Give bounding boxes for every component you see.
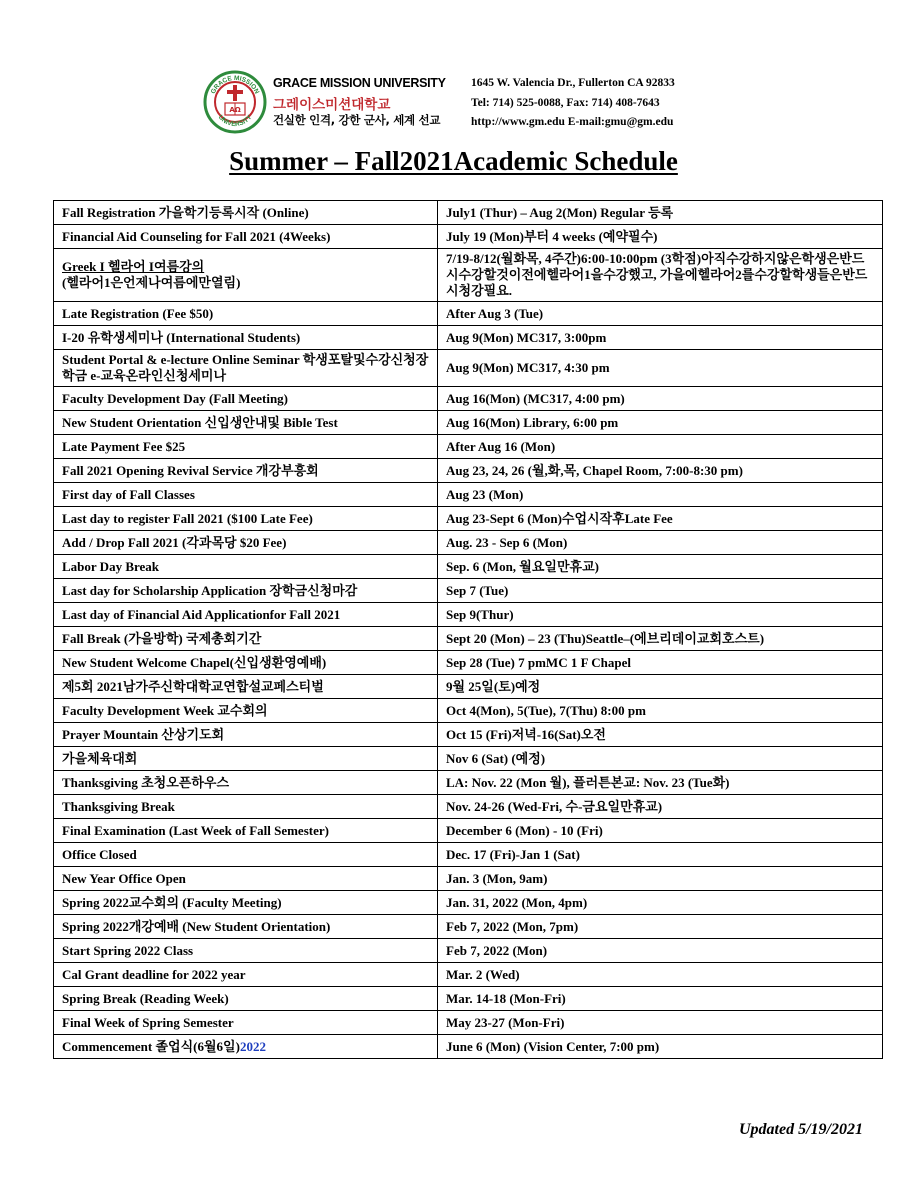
- date-cell: Sep 9(Thur): [438, 603, 883, 627]
- date-cell: Oct 15 (Fri)저녁-16(Sat)오전: [438, 723, 883, 747]
- address: 1645 W. Valencia Dr., Fullerton CA 92833: [471, 77, 675, 89]
- table-row: [54, 819, 883, 843]
- table-row: [54, 891, 883, 915]
- date-cell: Dec. 17 (Fri)-Jan 1 (Sat): [438, 843, 883, 867]
- date-cell: Jan. 31, 2022 (Mon, 4pm): [438, 891, 883, 915]
- date-cell: Aug. 23 - Sep 6 (Mon): [438, 531, 883, 555]
- event-cell: Faculty Development Day (Fall Meeting): [54, 387, 438, 411]
- event-cell: 가을체육대회: [54, 747, 438, 771]
- table-row: [54, 350, 883, 387]
- event-cell: Start Spring 2022 Class: [54, 939, 438, 963]
- table-row: [54, 699, 883, 723]
- table-row: [54, 627, 883, 651]
- table-row: [54, 249, 883, 302]
- table-row: [54, 987, 883, 1011]
- event-cell: 제5회 2021남가주신학대학교연합설교페스티벌: [54, 675, 438, 699]
- table-row: [54, 326, 883, 350]
- date-cell: Aug 9(Mon) MC317, 4:30 pm: [438, 350, 883, 387]
- date-cell: Sep 7 (Tue): [438, 579, 883, 603]
- date-cell: Aug 23 (Mon): [438, 483, 883, 507]
- contact-block: [471, 74, 675, 133]
- event-title: Commencement 졸업식(6월6일): [62, 1038, 240, 1054]
- table-row: [54, 555, 883, 579]
- event-cell: [54, 249, 438, 302]
- table-row: [54, 201, 883, 225]
- university-name-en: GRACE MISSION UNIVERSITY: [273, 76, 446, 90]
- event-cell: Late Registration (Fee $50): [54, 302, 438, 326]
- date-cell: December 6 (Mon) - 10 (Fri): [438, 819, 883, 843]
- table-row: [54, 459, 883, 483]
- table-row: [54, 723, 883, 747]
- table-row: [54, 963, 883, 987]
- event-cell: Late Payment Fee $25: [54, 435, 438, 459]
- event-cell: I-20 유학생세미나 (International Students): [54, 326, 438, 350]
- event-cell: Labor Day Break: [54, 555, 438, 579]
- table-row: [54, 579, 883, 603]
- event-cell: Spring 2022교수회의 (Faculty Meeting): [54, 891, 438, 915]
- event-cell: Add / Drop Fall 2021 (각과목당 $20 Fee): [54, 531, 438, 555]
- event-cell: Student Portal & e-lecture Online Seminar 학생포탈및수강신청장학금 e-교육온라인신청세미나: [54, 350, 438, 387]
- event-cell: Thanksgiving 초청오픈하우스: [54, 771, 438, 795]
- date-cell: June 6 (Mon) (Vision Center, 7:00 pm): [438, 1035, 883, 1059]
- event-cell: Last day to register Fall 2021 ($100 Late Fee): [54, 507, 438, 531]
- event-cell: New Year Office Open: [54, 867, 438, 891]
- event-note: (헬라어1은언제나여름에만열림): [62, 275, 241, 290]
- date-cell: Feb 7, 2022 (Mon, 7pm): [438, 915, 883, 939]
- updated-date: Updated 5/19/2021: [739, 1121, 863, 1138]
- date-cell: Sep. 6 (Mon, 월요일만휴교): [438, 555, 883, 579]
- date-cell: Oct 4(Mon), 5(Tue), 7(Thu) 8:00 pm: [438, 699, 883, 723]
- university-seal-icon: [203, 70, 267, 134]
- page-title: Summer – Fall2021Academic Schedule: [229, 146, 678, 176]
- event-cell: Spring 2022개강예배 (New Student Orientation): [54, 915, 438, 939]
- event-cell: New Student Welcome Chapel(신입생환영예배): [54, 651, 438, 675]
- table-row: [54, 435, 883, 459]
- date-cell: Aug 9(Mon) MC317, 3:00pm: [438, 326, 883, 350]
- date-cell: Sept 20 (Mon) – 23 (Thu)Seattle–(에브리데이교회호스트): [438, 627, 883, 651]
- date-cell: Sep 28 (Tue) 7 pmMC 1 F Chapel: [438, 651, 883, 675]
- date-cell: Nov 6 (Sat) (예정): [438, 747, 883, 771]
- date-cell: LA: Nov. 22 (Mon 월), 플러튼본교: Nov. 23 (Tue화): [438, 771, 883, 795]
- date-cell: After Aug 16 (Mon): [438, 435, 883, 459]
- date-cell: 7/19-8/12(월화목, 4주간)6:00-10:00pm (3학점)아직수강하지않은학생은반드시수강할것이전에헬라어1을수강했고, 가을에헬라어2를수강할학생들은반드시청강필요.: [438, 249, 883, 302]
- seal-letters: AΩ: [229, 106, 241, 114]
- event-cell: Fall 2021 Opening Revival Service 개강부흥회: [54, 459, 438, 483]
- table-row: [54, 843, 883, 867]
- event-cell: Final Examination (Last Week of Fall Semester): [54, 819, 438, 843]
- phone-fax: Tel: 714) 525-0088, Fax: 714) 408-7643: [471, 96, 660, 109]
- table-row: [54, 387, 883, 411]
- table-row: [54, 771, 883, 795]
- event-cell: New Student Orientation 신입생안내및 Bible Test: [54, 411, 438, 435]
- event-cell: Prayer Mountain 산상기도회: [54, 723, 438, 747]
- schedule-table: [53, 200, 883, 1059]
- event-cell: Thanksgiving Break: [54, 795, 438, 819]
- event-cell: Financial Aid Counseling for Fall 2021 (4Weeks): [54, 225, 438, 249]
- table-row: [54, 225, 883, 249]
- university-name-ko: 그레이스미션대학교: [273, 97, 391, 113]
- table-row: [54, 915, 883, 939]
- event-cell: Faculty Development Week 교수회의: [54, 699, 438, 723]
- letterhead: [203, 70, 723, 134]
- event-cell: Final Week of Spring Semester: [54, 1011, 438, 1035]
- table-row: [54, 795, 883, 819]
- event-title: Greek I 헬라어 I여름강의: [62, 259, 205, 274]
- date-cell: Nov. 24-26 (Wed-Fri, 수-금요일만휴교): [438, 795, 883, 819]
- date-cell: July 19 (Mon)부터 4 weeks (예약필수): [438, 225, 883, 249]
- event-year: 2022: [239, 1038, 266, 1054]
- table-row: [54, 675, 883, 699]
- date-cell: July1 (Thur) – Aug 2(Mon) Regular 등록: [438, 201, 883, 225]
- date-cell: Aug 16(Mon) Library, 6:00 pm: [438, 411, 883, 435]
- table-row: [54, 651, 883, 675]
- university-motto: 건실한 인격, 강한 군사, 세계 선교: [273, 113, 441, 127]
- event-cell: Last day of Financial Aid Applicationfor Fall 2021: [54, 603, 438, 627]
- table-row: [54, 483, 883, 507]
- event-cell: Fall Break (가을방학) 국제총회기간: [54, 627, 438, 651]
- date-cell: Aug 16(Mon) (MC317, 4:00 pm): [438, 387, 883, 411]
- event-cell: [54, 1035, 438, 1059]
- date-cell: 9월 25일(토)예정: [438, 675, 883, 699]
- table-row: [54, 507, 883, 531]
- event-cell: First day of Fall Classes: [54, 483, 438, 507]
- date-cell: May 23-27 (Mon-Fri): [438, 1011, 883, 1035]
- date-cell: Mar. 2 (Wed): [438, 963, 883, 987]
- date-cell: Mar. 14-18 (Mon-Fri): [438, 987, 883, 1011]
- date-cell: Feb 7, 2022 (Mon): [438, 939, 883, 963]
- event-cell: Last day for Scholarship Application 장학금신청마감: [54, 579, 438, 603]
- event-cell: Fall Registration 가을학기등록시작 (Online): [54, 201, 438, 225]
- table-row: [54, 867, 883, 891]
- date-cell: Aug 23-Sept 6 (Mon)수업시작후Late Fee: [438, 507, 883, 531]
- table-row: [54, 603, 883, 627]
- seal-text-top: GRACE MISSION: [209, 74, 261, 96]
- table-row: [54, 747, 883, 771]
- table-row: [54, 302, 883, 326]
- date-cell: Aug 23, 24, 26 (월,화,목, Chapel Room, 7:00-8:30 pm): [438, 459, 883, 483]
- seal-text-bottom: UNIVERSITY: [216, 113, 254, 129]
- web-email: http://www.gm.edu E-mail:gmu@gm.edu: [471, 116, 674, 128]
- table-row: [54, 411, 883, 435]
- table-row: [54, 531, 883, 555]
- event-cell: Office Closed: [54, 843, 438, 867]
- event-cell: Spring Break (Reading Week): [54, 987, 438, 1011]
- table-row: [54, 1035, 883, 1059]
- date-cell: After Aug 3 (Tue): [438, 302, 883, 326]
- table-row: [54, 1011, 883, 1035]
- table-row: [54, 939, 883, 963]
- date-cell: Jan. 3 (Mon, 9am): [438, 867, 883, 891]
- event-cell: Cal Grant deadline for 2022 year: [54, 963, 438, 987]
